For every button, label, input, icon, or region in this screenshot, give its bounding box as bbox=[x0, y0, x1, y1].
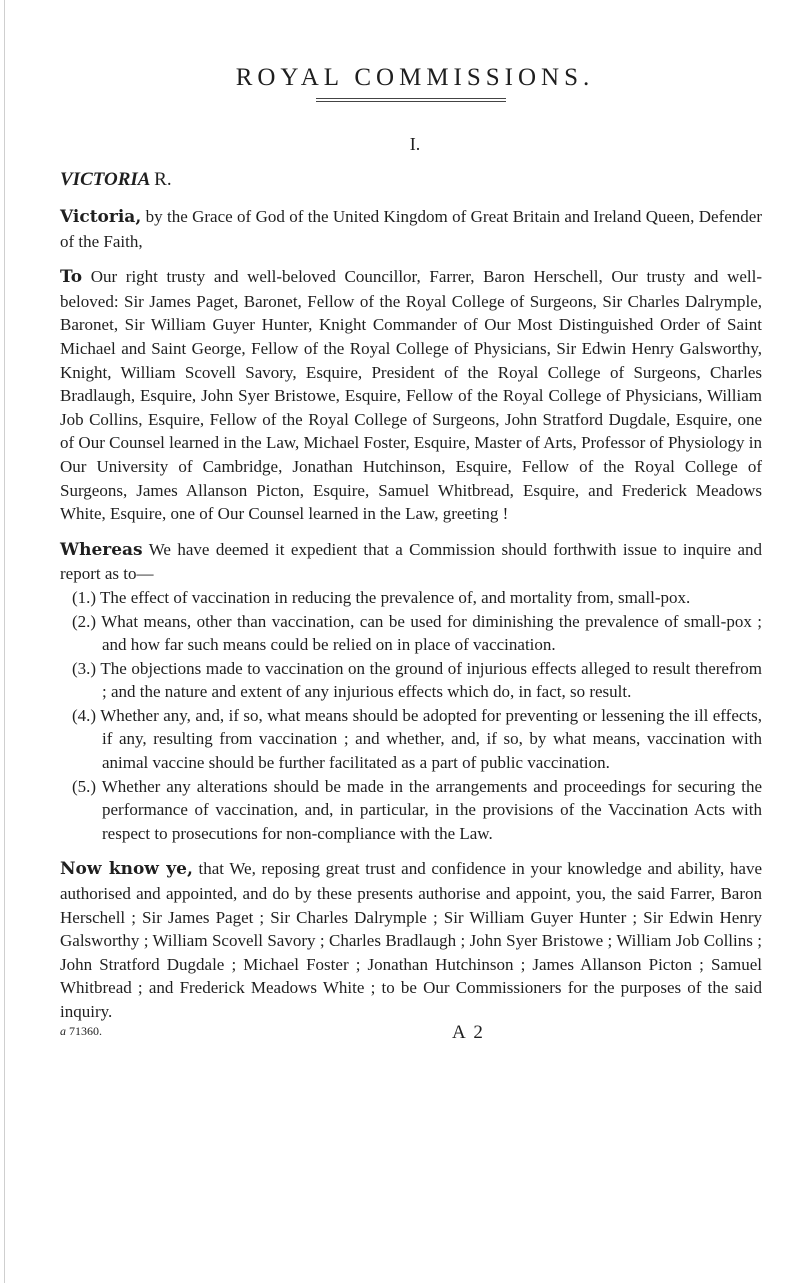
inquiry-list bbox=[60, 586, 762, 846]
list-item bbox=[60, 775, 762, 846]
whereas-word: Whereas bbox=[60, 539, 143, 560]
page-footer bbox=[60, 1021, 762, 1046]
signature-number: 71360. bbox=[69, 1023, 102, 1038]
item-text: Whether any, and, if so, what means should be adopted for preventing or lessening the ill effects, if any, resulting from vaccination ; and whether, and, if so, by what means, vaccination with animal vaccine should be further facilitated as a part of public vaccination. bbox=[100, 705, 762, 773]
list-item bbox=[60, 610, 762, 657]
now-know-text: that We, reposing great trust and confidence in your knowledge and ability, have authorised and appointed, and do by these presents authorise and appoint, you, the said Farrer, Baron Herschell ; Sir James Paget ; Sir Charles Dalrymple ; Sir William Guyer Hunter ; Sir Edwin Henry Galsworthy ; William Scovell Savory ; Charles Bradlaugh ; John Syer Bristowe ; William Job Collins ; John Stratford Dugdale ; Michael Foster ; Jonathan Hutchinson ; James Allanson Picton ; Samuel Whitbread ; and Frederick Meadows White ; to be Our Commissioners for the purposes of the said inquiry. bbox=[60, 859, 762, 1021]
list-item bbox=[60, 657, 762, 704]
heading-double-rule bbox=[316, 98, 506, 102]
folio: A 2 bbox=[452, 1021, 485, 1043]
whereas-paragraph bbox=[60, 538, 762, 586]
now-know-word: Now know ye, bbox=[60, 859, 193, 880]
item-number: (1.) bbox=[72, 587, 97, 607]
title-text: by the Grace of God of the United Kingdom of Great Britain and Ireland Queen, Defender of the Faith, bbox=[60, 207, 762, 251]
title-word: Victoria, bbox=[60, 207, 142, 227]
item-text: What means, other than vaccination, can be used for diminishing the prevalence of small-pox ; and how far such means could be relied on in place of vaccination. bbox=[101, 611, 762, 655]
item-number: (3.) bbox=[72, 658, 97, 678]
sovereign-line bbox=[60, 169, 762, 191]
item-number: (4.) bbox=[72, 705, 97, 725]
title-paragraph bbox=[60, 205, 762, 253]
address-text: Our right trusty and well-beloved Councillor, Farrer, Baron Herschell, Our trusty and well-beloved: Sir James Paget, Baronet, Fellow of the Royal College of Surgeons, Sir Charles Dalrymple, Baronet, Sir William Guyer Hunter, Knight Commander of Our Most Distinguished Order of Saint Michael and Saint George, Fellow of the Royal College of Physicians, Sir Edwin Henry Galsworthy, Knight, William Scovell Savory, Esquire, President of the Royal College of Surgeons, Charles Bradlaugh, Esquire, John Syer Bristowe, Esquire, Fellow of the Royal College of Physicians, William Job Collins, Esquire, Fellow of the Royal College of Surgeons, John Stratford Dugdale, Esquire, one of Our Counsel learned in the Law, Michael Foster, Esquire, Master of Arts, Professor of Physiology in Our University of Cambridge, Jonathan Hutchinson, Esquire, Fellow of the Royal College of Surgeons, James Allanson Picton, Esquire, Samuel Whitbread, Esquire, and Frederick Meadows White, Esquire, one of Our Counsel learned in the Law, greeting ! bbox=[60, 267, 762, 524]
address-word: To bbox=[60, 267, 83, 288]
page-heading: ROYAL COMMISSIONS. bbox=[235, 64, 595, 91]
address-paragraph bbox=[60, 265, 762, 526]
item-number: (5.) bbox=[72, 776, 97, 796]
now-know-paragraph bbox=[60, 857, 762, 1023]
item-text: Whether any alterations should be made in the arrangements and proceedings for securing the performance of vaccination, and, in particular, in the provisions of the Vaccination Acts with respect to prosecutions for non-compliance with the Law. bbox=[101, 776, 762, 843]
list-item bbox=[60, 704, 762, 775]
item-number: (2.) bbox=[72, 611, 97, 631]
page-edge-rule bbox=[4, 0, 5, 1283]
item-text: The effect of vaccination in reducing the prevalence of, and mortality from, small-pox. bbox=[100, 587, 691, 607]
section-numeral: I. bbox=[409, 134, 421, 154]
signature-letter: a bbox=[60, 1023, 66, 1038]
signature-mark bbox=[60, 1024, 102, 1039]
sovereign-suffix: R. bbox=[154, 169, 172, 190]
document-page bbox=[60, 64, 762, 1046]
list-item bbox=[60, 586, 762, 610]
item-text: The objections made to vaccination on the ground of injurious effects alleged to result therefrom ; and the nature and extent of any injurious effects which do, in fact, so result. bbox=[100, 658, 762, 702]
sovereign-name: VICTORIA bbox=[60, 169, 150, 190]
whereas-text: We have deemed it expedient that a Commission should forthwith issue to inquire and report as to— bbox=[60, 539, 762, 584]
